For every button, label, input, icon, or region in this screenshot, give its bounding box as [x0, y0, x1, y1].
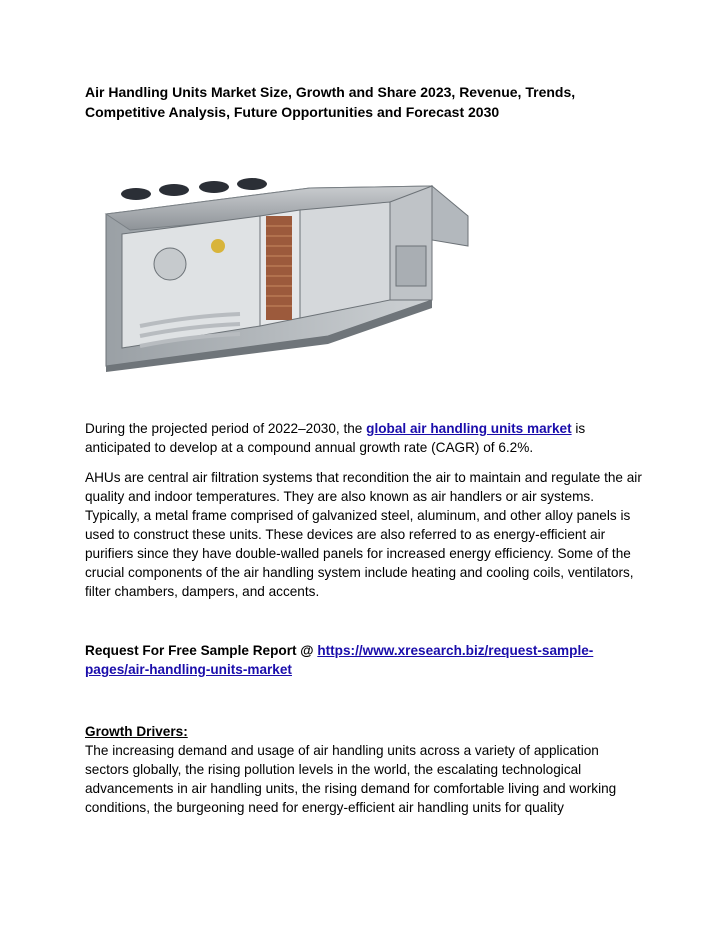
request-sample-line	[85, 641, 645, 679]
growth-drivers-section	[85, 722, 645, 817]
document-title: Air Handling Units Market Size, Growth and Share 2023, Revenue, Trends, Competitive Analysis, Future Opportunities and Forecast 2030	[85, 84, 576, 120]
air-handling-unit-image	[100, 176, 472, 372]
paragraph-cagr-after: is anticipated to develop at a compound annual growth rate (CAGR) of 6.2%.	[85, 421, 586, 455]
global-market-link[interactable]: global air handling units market	[366, 421, 572, 436]
paragraph-cagr-before: During the projected period of 2022–2030, the	[85, 421, 367, 436]
paragraph-cagr	[85, 419, 645, 457]
request-sample-label: Request For Free Sample Report @	[85, 643, 318, 658]
growth-drivers-text: The increasing demand and usage of air handling units across a variety of application sectors globally, the rising pollution levels in the world, the escalating technological advancements in air handling units, the rising demand for comfortable living and working conditions, the burgeoning need for energy-efficient air handling units for quality	[85, 743, 617, 815]
request-sample-link[interactable]: https://www.xresearch.biz/request-sample-pages/air-handling-units-market	[85, 643, 594, 677]
paragraph-ahu-description: AHUs are central air filtration systems that recondition the air to maintain and regulate the air quality and indoor temperatures. They are also known as air handlers or air systems. Typically, a metal frame comprised of galvanized steel, aluminum, and other alloy panels is used to construct these units. These devices are also referred to as energy-efficient air purifiers since they have double-walled panels for increased energy efficiency. Some of the crucial components of the air handling system include heating and cooling coils, ventilators, filter chambers, dampers, and accents.	[85, 470, 642, 599]
growth-drivers-heading: Growth Drivers:	[85, 724, 188, 739]
